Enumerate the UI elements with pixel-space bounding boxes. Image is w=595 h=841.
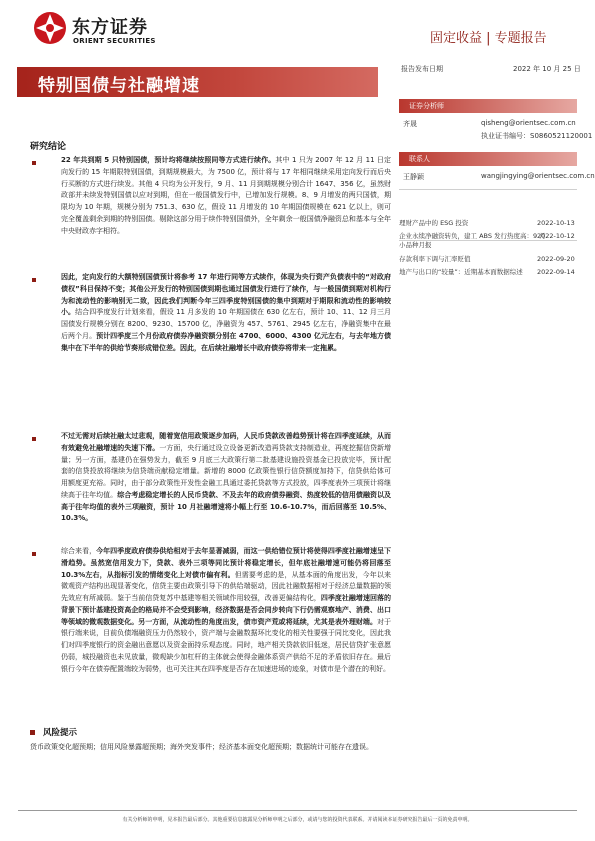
contact-name: 王静颖	[403, 173, 424, 181]
related-report-date: 2022-10-12	[537, 232, 575, 240]
paragraph-4: 综合来看，今年四季度政府债券供给相对于去年显著减弱，而这一供给错位预计将使得四季度社融增速呈下滑趋势。虽然宽信用发力下，贷款、表外三项等同比预计将稳定增长，但年底社融增速可能仍将回落至 10.3%左右，从指标引发的情绪变化上对债市偏有利。但需要考虑的是，从基本面的角度出发，今年以来微观资产结构出现显著变化，信贷主要由政策引导下的供给端驱动，因此社融数据相对于经济总量数据的领先效应有所减弱。鉴于当前信贷复苏中基建等相关领域作用较强，改善更偏结构化，四季度社融增速回落的背景下预计基建投资高企的格局并不会受到影响，经济数据是否会同步转向下行仍需观察地产、消费、出口等领域的微观数据变化。另一方面，从流动性的角度出发，债市资产荒或将延续，尤其是表外理财端。对于银行端来说，目前负债端融资压力仍然较小，资产端与金融数据环比变化的相关性要强于同比变化，因此我们对四季度银行的资金融出意愿以及资金面持乐观态度。同时，地产相关贷款依旧低迷，居民信贷扩张意愿仍弱，城投融资也未见放量，微观缺少加杠杆的主体就会使得金融体系资产供给不足的矛盾依旧存在。最后银行今年在债券配置端较为弱势，也可关注其在四季度是否存在加速进场的迹象，对债市是个潜在的利好。	[61, 547, 392, 673]
analyst-name: 齐晟	[403, 120, 417, 128]
paragraph-2: 因此，定向发行的大额特别国债预计将参考 17 年进行同等方式续作，体现为央行资产负债表中的“对政府债权”科目保持不变；其他公开发行的特别国债到期也通过国债发行进行了续作，与一般国债到期对机构行为和流动性的影响别无二致，因此我们判断今年三四季度特别国债的集中到期对于期限和流动性的影响较小。结合四季度发行计划来看，假设 11 月多发的 10 年期国债在 630 亿左右，预计 10、11、12 月三月国债发行规模分别在 8200、9230、15700 亿，净融资为 457、5761、2945 亿左右，净融资集中在最后两个月。预计四季度三个月份政府债券净融资额分别在 4700、6000、4300 亿元左右，与去年地方债集中在下半年的供给节奏形成错位差。因此，在后续社融增长中政府债券将带来一定拖累。	[61, 273, 392, 352]
related-report-title[interactable]: 地产与出口的“较量”：近期基本面数据综述	[399, 268, 523, 276]
related-report-title[interactable]: 理财产品中的 ESG 投资	[399, 219, 469, 227]
report-title: 特别国债与社融增速	[38, 76, 200, 96]
risk-bullet-marker	[30, 730, 35, 735]
paragraph-1: 22 年共到期 5 只特别国债，预计均将继续按照同等方式进行续作。其中 1 只为 2007 年 12 月 11 日定向发行的 15 年期限特别国债，到期规模最大，为 7500 亿，预计将与 17 年相同继续采用定向发行而后央行买断的方式进行续发。其他 4 只均为公开发行，9 月、11 月到期规模分别合计 1647、356 亿，虽然财政部并未续发特别国债以应对到期，但在一般国债发行中，已增加发行规模。8、9 月增发的两只国债，期限均为 10 年期，规模分别为 751.3、630 亿，假设 11 月增发的 10 年期国债规模在 621 亿以上，则可完全覆盖剩余到期的特别国债。剔除这部分用于续作特别国债外，全年剩余一般国债净融资总和基本与全年中央财政赤字相符。	[61, 156, 391, 235]
risk-title: 风险提示	[43, 728, 78, 738]
bullet-marker	[32, 278, 36, 282]
contact-email[interactable]: wangjingying@orientsec.com.cn	[481, 172, 595, 180]
related-report-title[interactable]: 存款利率下调与汇率贬值	[399, 255, 471, 263]
related-report-title[interactable]: 企业永续净融资转负，建工 ABS 发行热度高：9 月小品种月报	[399, 232, 546, 249]
analyst-email[interactable]: qisheng@orientsec.com.cn	[481, 119, 576, 127]
related-report-date: 2022-09-20	[537, 255, 575, 263]
analysts-header: 证券分析师	[399, 99, 577, 113]
orient-logo-icon	[33, 11, 67, 45]
contacts-header: 联系人	[399, 152, 577, 166]
footer-divider	[18, 810, 577, 811]
related-report-date: 2022-10-13	[537, 219, 575, 227]
bullet-marker	[32, 161, 36, 165]
related-report-date: 2022-09-14	[537, 268, 575, 276]
report-date-value: 2022 年 10 月 25 日	[513, 65, 581, 73]
analyst-cert: 执业证书编号：S0860521120001	[481, 132, 593, 140]
bullet-marker	[32, 437, 36, 441]
paragraph-3: 不过无需对后续社融太过悲观，随着宽信用政策逐步加码，人民币贷款改善趋势预计将在四季度延续，从而有效避免社融增速的失速下滑。一方面，央行通过设立设备更新改造再贷款支持制造业，再度挖掘信贷新增量；另一方面，基建仍在强势发力，截至 9 月底三大政策行第二批基建设施投资基金已投放完毕，预计配套的信贷投放将继续为信贷端贡献稳定增量。新增的 8000 亿政策性银行信贷额度加持下，信贷供给体可用额度更充裕。同时，由于部分政策性开发性金融工具通过委托贷款等方式投放，四季度表外三项预计将继续高于往年均值。综合考虑稳定增长的人民币贷款、不及去年的政府债券融资、热度较低的信用债融资以及高于往年均值的表外三项融资，预计 10 月社融增速将小幅上行至 10.6-10.7%，而后回落至 10.5%、10.3%。	[61, 432, 392, 523]
footer-disclaimer: 有关分析师的申明，见本报告最后部分。其他重要信息披露见分析师申明之后部分，或请与您的投资代表联系。并请阅读本证券研究报告最后一页的免责申明。	[122, 817, 473, 823]
report-date-label: 报告发布日期	[401, 65, 443, 73]
report-category: 固定收益 | 专题报告	[430, 31, 547, 46]
risk-text: 货币政策变化超预期；信用风险暴露超预期；海外突发事件；经济基本面变化超预期；数据统计可能存在遗误。	[30, 743, 373, 751]
bullet-marker	[32, 552, 36, 556]
section-title: 研究结论	[30, 142, 67, 152]
logo-english-name: ORIENT SECURITIES	[73, 37, 156, 45]
sidebar-divider	[399, 189, 577, 190]
logo-chinese-name: 东方证券	[72, 17, 148, 38]
